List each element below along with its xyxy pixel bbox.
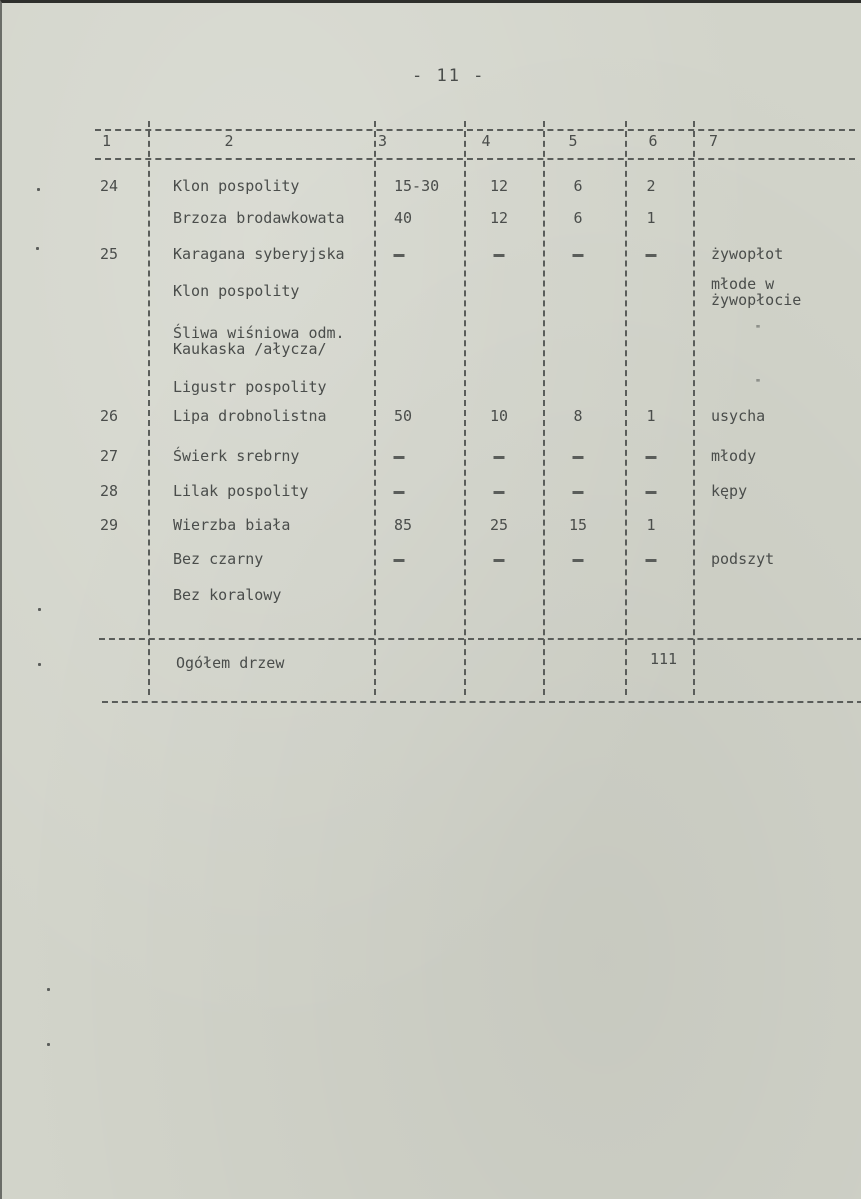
total-top-rule [99,638,861,640]
dash-mark [573,456,584,459]
total-label: Ogółem drzew [176,654,285,672]
column-separator [148,121,150,695]
remark: podszyt [711,550,775,568]
column-header: 1 [102,132,112,150]
column-separator [543,121,545,695]
column-header: 5 [568,132,578,150]
column-header: 3 [378,132,388,150]
cell-value: 40 [394,209,413,227]
species-name: Brzoza brodawkowata [173,209,345,227]
cell-value: 1 [646,209,656,227]
dash-mark [646,491,657,494]
cell-value: 85 [394,516,413,534]
cell-value: 1 [646,516,656,534]
margin-mark [37,188,40,191]
column-header: 6 [648,132,658,150]
species-name: Karagana syberyjska [173,245,345,263]
table-bottom-rule [102,701,861,703]
column-separator [693,121,695,695]
cell-value: 10 [489,407,509,425]
cell-value: 12 [489,177,509,195]
remark: młody [711,447,757,465]
species-name: Lipa drobnolistna [173,407,327,425]
species-name: Klon pospolity [173,282,300,300]
column-separator [464,121,466,695]
dash-mark [646,456,657,459]
total-value: 111 [650,650,678,668]
cell-value: 12 [489,209,509,227]
margin-mark [36,247,39,250]
dash-mark [394,559,405,562]
remark: młode w żywopłocie [711,275,802,309]
row-number: 26 [99,407,119,425]
cell-value: 25 [489,516,509,534]
row-number: 29 [99,516,119,534]
dash-mark [394,491,405,494]
column-header: 7 [709,132,719,150]
remark: usycha [711,407,766,425]
header-bottom-rule [95,158,855,160]
dash-mark [494,559,505,562]
cell-value: 6 [573,209,583,227]
species-name: Bez koralowy [173,586,282,604]
table-top-rule [95,129,855,131]
dash-mark [646,559,657,562]
dash-mark [573,254,584,257]
dash-mark [394,254,405,257]
cell-value: 15 [568,516,588,534]
dash-mark [573,559,584,562]
margin-mark [38,608,41,611]
ditto-mark: " [754,378,762,389]
cell-value: 1 [646,407,656,425]
column-header: 2 [224,132,234,150]
margin-mark [47,1043,50,1046]
cell-value: 15-30 [394,177,440,195]
dash-mark [394,456,405,459]
dash-mark [646,254,657,257]
species-name: Wierzba biała [173,516,291,534]
cell-value: 8 [573,407,583,425]
column-separator [374,121,376,695]
cell-value: 2 [646,177,656,195]
species-name: Śliwa wiśniowa odm. Kaukaska /ałycza/ [173,324,345,358]
species-name: Bez czarny [173,550,264,568]
remark: żywopłot [711,245,784,263]
dash-mark [494,456,505,459]
column-separator [625,121,627,695]
cell-value: 50 [394,407,413,425]
species-name: Świerk srebrny [173,447,300,465]
row-number: 25 [99,245,119,263]
dash-mark [494,491,505,494]
cell-value: 6 [573,177,583,195]
species-name: Lilak pospolity [173,482,309,500]
row-number: 27 [99,447,119,465]
row-number: 24 [99,177,119,195]
species-name: Ligustr pospolity [173,378,327,396]
margin-mark [47,988,50,991]
column-header: 4 [481,132,491,150]
species-name: Klon pospolity [173,177,300,195]
remark: kępy [711,482,748,500]
ditto-mark: " [754,324,762,335]
dash-mark [573,491,584,494]
row-number: 28 [99,482,119,500]
dash-mark [494,254,505,257]
margin-mark [38,663,41,666]
page-number: - 11 - [412,66,486,86]
